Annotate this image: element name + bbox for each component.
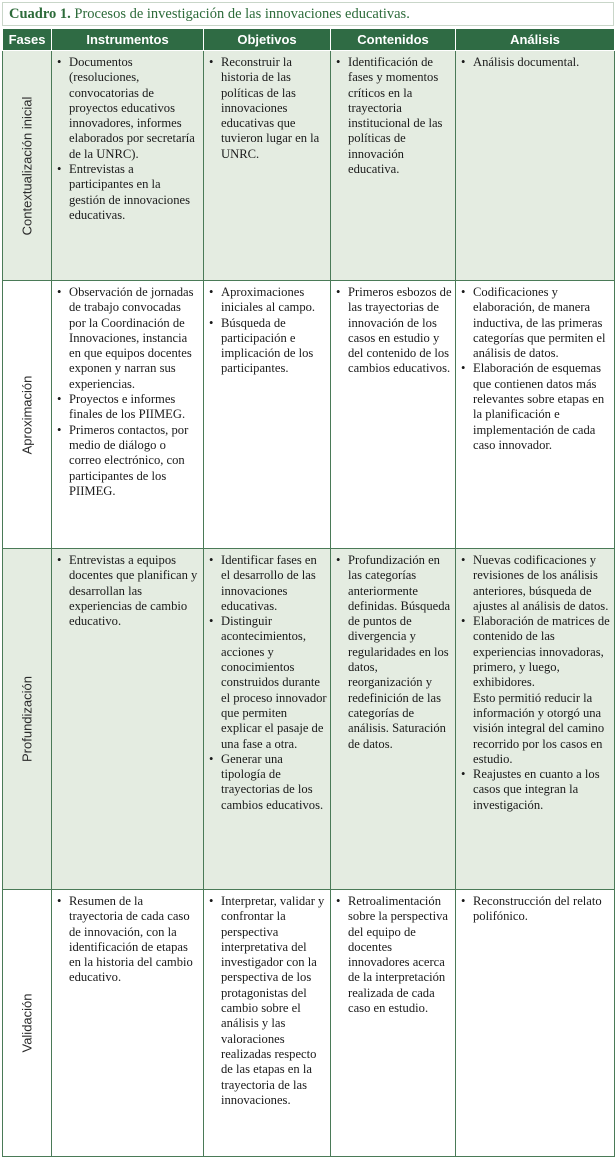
- analisis-cell: [456, 890, 615, 1157]
- phase-label: Contextualización inicial: [19, 96, 35, 235]
- phase-cell: [3, 549, 52, 890]
- bullet-item: • Profundización en las categorías anteriormente definidas. Búsqueda de puntos de divergencia y regularidades en los datos, reorganización y redefinición de las categorías de análisis. Saturación de datos.: [335, 553, 452, 752]
- objetivos-cell: [204, 51, 331, 281]
- bullet-item: • Reconstruir la historia de las políticas de las innovaciones educativas que tuvieron lugar en la UNRC.: [208, 55, 327, 162]
- contenidos-cell: [331, 281, 456, 549]
- bullet-item: • Nuevas codificaciones y revisiones de los análisis anteriores, búsqueda de ajustes al análisis de datos.: [460, 553, 611, 614]
- bullet-item: • Elaboración de matrices de contenido de las experiencias innovadoras, primero, y luego, exhibidores.: [460, 614, 611, 690]
- bullet-item: • Generar una tipología de trayectorias de los cambios educativos.: [208, 752, 327, 813]
- bullet-item: • Entrevistas a participantes en la gestión de innovaciones educativas.: [56, 162, 200, 223]
- bullet-item: • Proyectos e informes finales de los PIIMEG.: [56, 392, 200, 423]
- bullet-item: • Distinguir acontecimientos, acciones y conocimientos construidos durante el proceso innovador que permiten explicar el pasaje de una fase a otra.: [208, 614, 327, 752]
- objetivos-cell: [204, 890, 331, 1157]
- phase-label: Validación: [19, 993, 35, 1053]
- bullet-item: • Resumen de la trayectoria de cada caso de innovación, con la identificación de etapas en la historia del cambio educativo.: [56, 894, 200, 986]
- bullet-item: • Búsqueda de participación e implicación de los participantes.: [208, 316, 327, 377]
- instrumentos-cell: [52, 281, 204, 549]
- contenidos-cell: [331, 549, 456, 890]
- contenidos-cell: [331, 51, 456, 281]
- table-caption: [2, 2, 614, 26]
- analisis-cell: [456, 281, 615, 549]
- bullet-item: • Retroalimentación sobre la perspectiva del equipo de docentes innovadores acerca de la interpretación realizada de cada caso en estudio.: [335, 894, 452, 1016]
- bullet-item: • Identificación de fases y momentos críticos en la trayectoria institucional de las políticas de innovación educativa.: [335, 55, 452, 177]
- bullet-item: • Codificaciones y elaboración, de manera inductiva, de las primeras categorías que permiten el análisis de datos.: [460, 285, 611, 361]
- bullet-item: • Observación de jornadas de trabajo convocadas por la Coordinación de Innovaciones, instancia en que equipos docentes exponen y narran sus experiencias.: [56, 285, 200, 392]
- bullet-item: • Reajustes en cuanto a los casos que integran la investigación.: [460, 767, 611, 813]
- bullet-item: • Identificar fases en el desarrollo de las innovaciones educativas.: [208, 553, 327, 614]
- bullet-item: • Documentos (resoluciones, convocatorias de proyectos educativos innovadores, informes elaborados por secretaría de la UNRC).: [56, 55, 200, 162]
- header-contenidos: Contenidos: [331, 29, 456, 51]
- objetivos-cell: [204, 281, 331, 549]
- bullet-item: • Interpretar, validar y confrontar la perspectiva interpretativa del investigador con la perspectiva de los protagonistas del cambio sobre el análisis y las valoraciones realizadas respecto de las etapas en la trayectoria de las innovaciones.: [208, 894, 327, 1108]
- research-process-table: [2, 28, 615, 1157]
- table-row: [3, 549, 615, 890]
- objetivos-cell: [204, 549, 331, 890]
- phase-cell: [3, 51, 52, 281]
- bullet-item: • Análisis documental.: [460, 55, 611, 70]
- analisis-cell: [456, 51, 615, 281]
- caption-title: Procesos de investigación de las innovaciones educativas.: [74, 6, 410, 22]
- phase-label: Profundización: [19, 676, 35, 762]
- header-fases: Fases: [3, 29, 52, 51]
- contenidos-cell: [331, 890, 456, 1157]
- instrumentos-cell: [52, 51, 204, 281]
- bullet-item: • Primeros esbozos de las trayectorias de innovación de los casos en estudio y del contenido de los cambios educativos.: [335, 285, 452, 377]
- bullet-item: • Elaboración de esquemas que contienen datos más relevantes sobre etapas en la planificación e implementación de cada caso innovador.: [460, 361, 611, 453]
- table-row: [3, 281, 615, 549]
- instrumentos-cell: [52, 890, 204, 1157]
- analisis-cell: [456, 549, 615, 890]
- header-row: [3, 29, 615, 51]
- bullet-item: • Aproximaciones iniciales al campo.: [208, 285, 327, 316]
- table-row: [3, 51, 615, 281]
- bullet-item: • Entrevistas a equipos docentes que planifican y desarrollan las experiencias de cambio educativo.: [56, 553, 200, 629]
- table-row: [3, 890, 615, 1157]
- bullet-item: • Primeros contactos, por medio de diálogo o correo electrónico, con participantes de los PIIMEG.: [56, 423, 200, 499]
- instrumentos-cell: [52, 549, 204, 890]
- phase-cell: [3, 281, 52, 549]
- analisis-note: Esto permitió reducir la información y otorgó una visión integral del camino recorrido por los casos en estudio.: [473, 690, 605, 766]
- bullet-item: • Reconstrucción del relato polifónico.: [460, 894, 611, 925]
- caption-label: Cuadro 1.: [9, 6, 71, 22]
- phase-label: Aproximación: [19, 375, 35, 454]
- header-objetivos: Objetivos: [204, 29, 331, 51]
- header-instrumentos: Instrumentos: [52, 29, 204, 51]
- header-analisis: Análisis: [456, 29, 615, 51]
- phase-cell: [3, 890, 52, 1157]
